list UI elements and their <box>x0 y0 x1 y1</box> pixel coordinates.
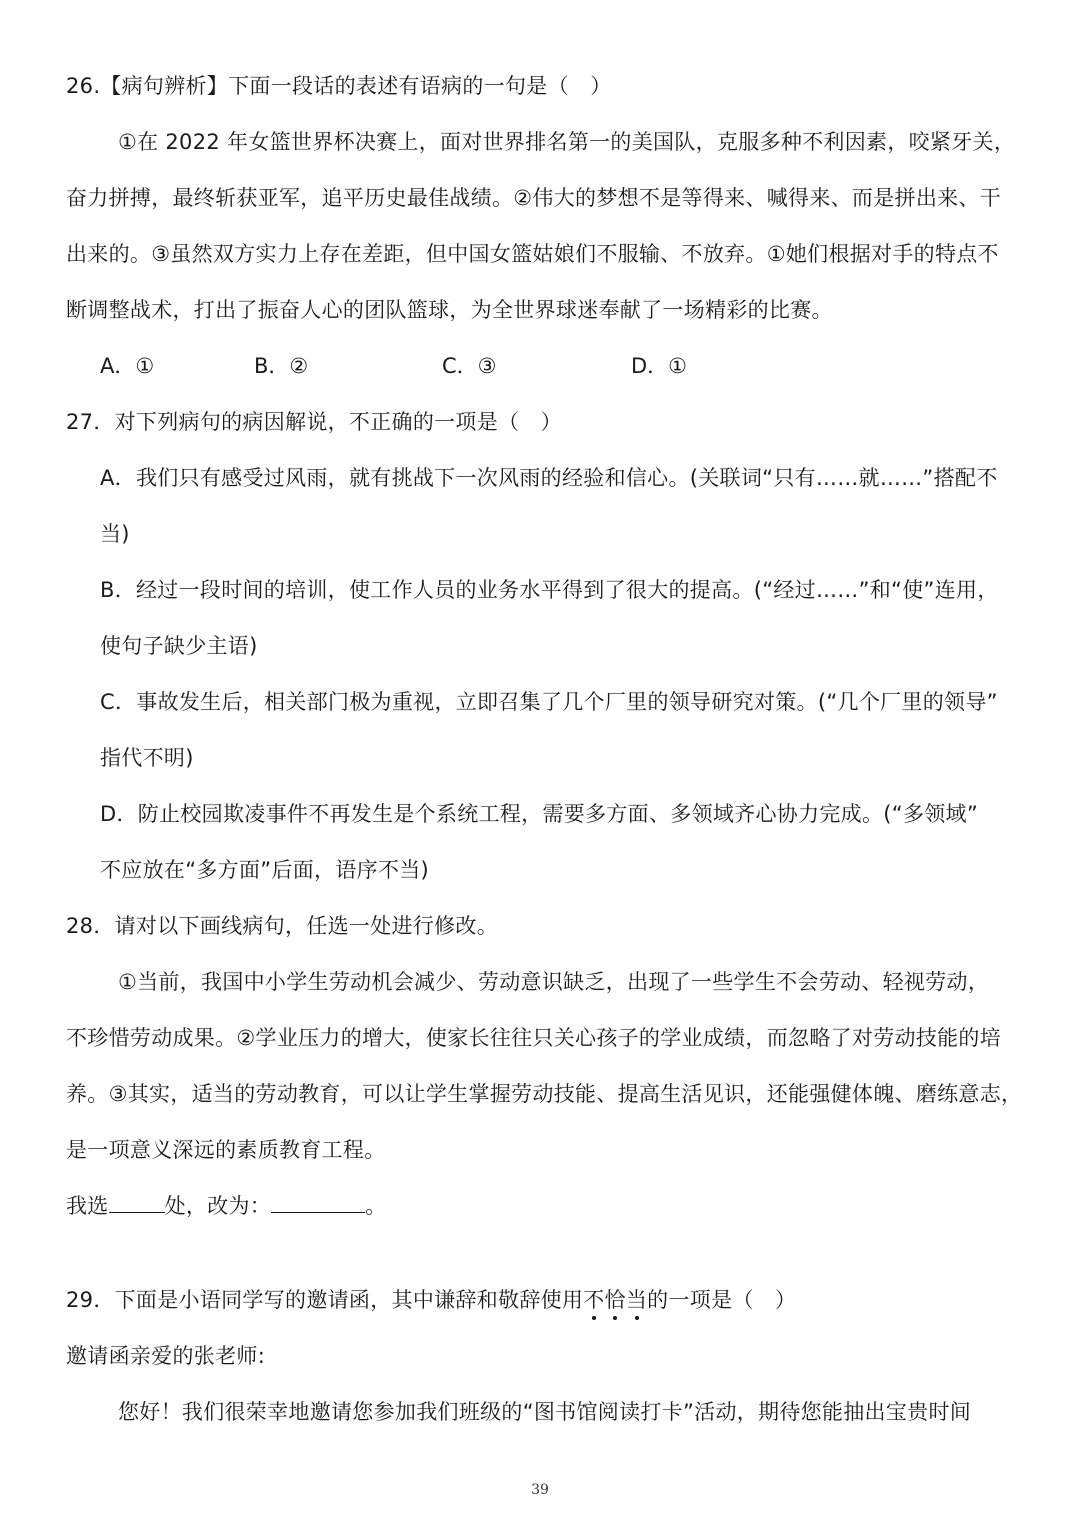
answer-blank-location[interactable] <box>109 1192 165 1213</box>
question-26-passage-line-4: 断调整战术，打出了振奋人心的团队篮球，为全世界球迷奉献了一场精彩的比赛。 <box>66 298 833 322</box>
question-26-passage-line-2: 奋力拼搏，最终斩获亚军，追平历史最佳战绩。②伟大的梦想不是等得来、喊得来、而是拼出来、干 <box>66 186 1002 210</box>
question-27-option-d-line-2: 不应放在“多方面”后面，语序不当) <box>100 858 430 882</box>
question-29-stem <box>66 1286 796 1314</box>
question-29-stem-before: 29．下面是小语同学写的邀请函，其中谦辞和敬辞使用 <box>66 1288 584 1312</box>
answer-blank-correction[interactable] <box>271 1192 365 1213</box>
question-26-stem: 26.【病句辨析】下面一段话的表述有语病的一句是（ ） <box>66 74 612 98</box>
question-26-passage-line-3: 出来的。③虽然双方实力上存在差距，但中国女篮姑娘们不服输、不放弃。①她们根据对手的特点不 <box>66 242 999 266</box>
question-27-stem: 27．对下列病句的病因解说，不正确的一项是（ ） <box>66 410 562 434</box>
question-28-passage-line-1: ①当前，我国中小学生劳动机会减少、劳动意识缺乏，出现了一些学生不会劳动、轻视劳动， <box>118 970 990 994</box>
answer-mid: 处，改为： <box>164 1194 272 1218</box>
question-29-stem-after: 的一项是（ ） <box>647 1288 797 1312</box>
emphasis-char-2: 恰 <box>604 1288 626 1312</box>
emphasis-char-3: 当 <box>625 1288 648 1312</box>
question-26-option-a: A．① <box>100 354 155 378</box>
question-28-passage-line-3: 养。③其实，适当的劳动教育，可以让学生掌握劳动技能、提高生活见识，还能强健体魄、磨练意志， <box>66 1082 1023 1106</box>
question-27-option-c-line-1: C．事故发生后，相关部门极为重视，立即召集了几个厂里的领导研究对策。(“几个厂里的领导” <box>100 690 998 714</box>
question-27-option-b-line-2: 使句子缺少主语) <box>100 634 258 658</box>
answer-prefix: 我选 <box>66 1194 109 1218</box>
question-27-option-b-line-1: B．经过一段时间的培训，使工作人员的业务水平得到了很大的提高。(“经过……”和“使”连用， <box>100 578 999 602</box>
question-26-passage-line-1: ①在 2022 年女篮世界杯决赛上，面对世界排名第一的美国队，克服多种不利因素，咬紧牙关， <box>118 130 1016 154</box>
page-number: 39 <box>531 1482 549 1498</box>
question-27-option-c-line-2: 指代不明) <box>100 746 194 770</box>
question-29-letter-body-line-1: 您好！我们很荣幸地邀请您参加我们班级的“图书馆阅读打卡”活动，期待您能抽出宝贵时间 <box>118 1400 972 1424</box>
question-28-passage-line-2: 不珍惜劳动成果。②学业压力的增大，使家长往往只关心孩子的学业成绩，而忽略了对劳动技能的培 <box>66 1026 1002 1050</box>
question-27-option-a-line-1: A．我们只有感受过风雨，就有挑战下一次风雨的经验和信心。(关联词“只有……就……”搭配不 <box>100 466 998 490</box>
question-27-option-d-line-1: D．防止校园欺凌事件不再发生是个系统工程，需要多方面、多领域齐心协力完成。(“多领域” <box>100 802 979 826</box>
question-26-option-b: B．② <box>254 354 309 378</box>
question-28-stem: 28．请对以下画线病句，任选一处进行修改。 <box>66 914 499 938</box>
question-29-salutation: 邀请函亲爱的张老师: <box>66 1344 266 1368</box>
question-27-option-a-line-2: 当) <box>100 522 130 546</box>
emphasis-char-1: 不 <box>583 1288 605 1312</box>
question-26-option-d: D．① <box>631 354 687 378</box>
question-28-passage-line-4: 是一项意义深远的素质教育工程。 <box>66 1138 386 1162</box>
question-28-answer-line <box>66 1192 386 1220</box>
answer-end: 。 <box>365 1194 387 1218</box>
question-26-option-c: C．③ <box>442 354 497 378</box>
